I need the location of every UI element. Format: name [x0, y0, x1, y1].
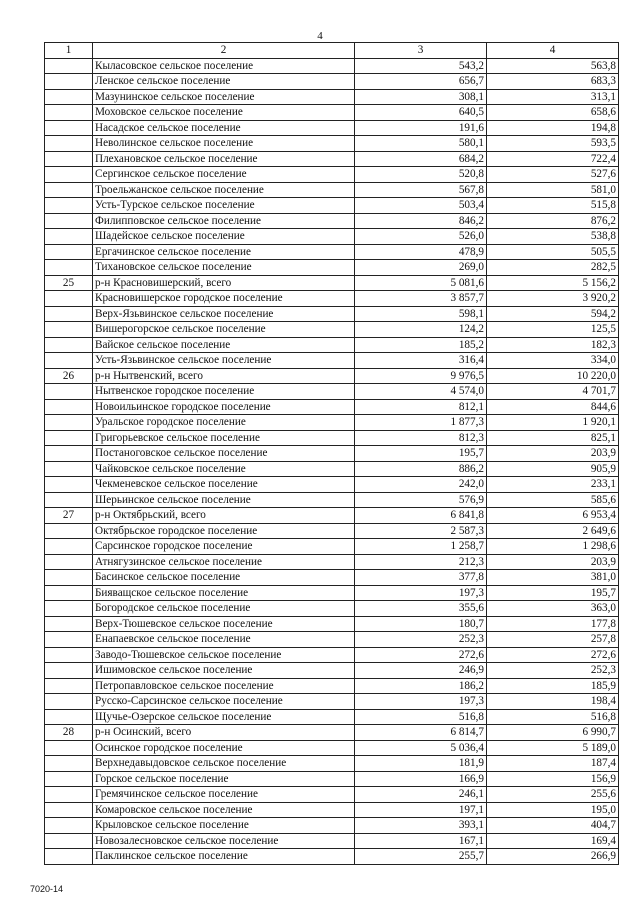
value-col4-cell: 844,6	[487, 399, 619, 415]
table-row	[45, 446, 619, 462]
municipality-name-cell: Бияващское сельское поселение	[93, 585, 355, 601]
row-number-cell	[45, 632, 93, 648]
value-col3-cell: 6 841,8	[355, 508, 487, 524]
value-col4-cell: 255,6	[487, 787, 619, 803]
row-number-cell: 26	[45, 368, 93, 384]
value-col4-cell: 195,0	[487, 802, 619, 818]
municipality-name-cell: Вайское сельское поселение	[93, 337, 355, 353]
value-col4-cell: 515,8	[487, 198, 619, 214]
row-number-cell	[45, 709, 93, 725]
table-row	[45, 306, 619, 322]
value-col4-cell: 1 920,1	[487, 415, 619, 431]
value-col3-cell: 478,9	[355, 244, 487, 260]
municipality-name-cell: Уральское городское поселение	[93, 415, 355, 431]
municipality-name-cell: Григорьевское сельское поселение	[93, 430, 355, 446]
value-col4-cell: 563,8	[487, 58, 619, 74]
row-number-cell	[45, 120, 93, 136]
row-number-cell: 28	[45, 725, 93, 741]
municipality-name-cell: Ишимовское сельское поселение	[93, 663, 355, 679]
row-number-cell	[45, 244, 93, 260]
row-number-cell	[45, 58, 93, 74]
value-col3-cell: 252,3	[355, 632, 487, 648]
municipality-name-cell: Сергинское сельское поселение	[93, 167, 355, 183]
municipality-name-cell: Заводо-Тюшевское сельское поселение	[93, 647, 355, 663]
table-row	[45, 694, 619, 710]
row-number-cell	[45, 399, 93, 415]
municipality-name-cell: Атнягузинское сельское поселение	[93, 554, 355, 570]
table-row	[45, 678, 619, 694]
row-number-cell	[45, 570, 93, 586]
value-col3-cell: 166,9	[355, 771, 487, 787]
table-row	[45, 337, 619, 353]
municipality-name-cell: р-н Осинский, всего	[93, 725, 355, 741]
table-row	[45, 415, 619, 431]
municipality-name-cell: Верх-Язьвинское сельское поселение	[93, 306, 355, 322]
municipality-name-cell: Сарсинское городское поселение	[93, 539, 355, 555]
municipality-name-cell: Енапаевское сельское поселение	[93, 632, 355, 648]
value-col4-cell: 257,8	[487, 632, 619, 648]
value-col4-cell: 404,7	[487, 818, 619, 834]
value-col3-cell: 5 081,6	[355, 275, 487, 291]
value-col3-cell: 242,0	[355, 477, 487, 493]
value-col4-cell: 185,9	[487, 678, 619, 694]
table-row	[45, 291, 619, 307]
table-row	[45, 554, 619, 570]
value-col4-cell: 1 298,6	[487, 539, 619, 555]
municipality-name-cell: Усть-Турское сельское поселение	[93, 198, 355, 214]
row-number-cell	[45, 74, 93, 90]
value-col3-cell: 180,7	[355, 616, 487, 632]
header-col-4: 4	[487, 43, 619, 59]
value-col4-cell: 156,9	[487, 771, 619, 787]
value-col4-cell: 252,3	[487, 663, 619, 679]
table-row	[45, 802, 619, 818]
value-col4-cell: 585,6	[487, 492, 619, 508]
row-number-cell	[45, 337, 93, 353]
value-col3-cell: 167,1	[355, 833, 487, 849]
row-number-cell	[45, 678, 93, 694]
value-col4-cell: 313,1	[487, 89, 619, 105]
table-row	[45, 725, 619, 741]
municipality-name-cell: Басинское сельское поселение	[93, 570, 355, 586]
value-col3-cell: 846,2	[355, 213, 487, 229]
value-col3-cell: 393,1	[355, 818, 487, 834]
municipality-name-cell: Крыловское сельское поселение	[93, 818, 355, 834]
value-col4-cell: 2 649,6	[487, 523, 619, 539]
row-number-cell	[45, 802, 93, 818]
value-col3-cell: 576,9	[355, 492, 487, 508]
table-row	[45, 523, 619, 539]
value-col4-cell: 233,1	[487, 477, 619, 493]
budget-table	[44, 42, 619, 865]
table-row	[45, 260, 619, 276]
table-row	[45, 477, 619, 493]
value-col4-cell: 722,4	[487, 151, 619, 167]
table-row	[45, 182, 619, 198]
table-row	[45, 384, 619, 400]
value-col3-cell: 812,3	[355, 430, 487, 446]
table-row	[45, 229, 619, 245]
municipality-name-cell: р-н Октябрьский, всего	[93, 508, 355, 524]
municipality-name-cell: Троельжанское сельское поселение	[93, 182, 355, 198]
table-row	[45, 756, 619, 772]
municipality-name-cell: Новозалесновское сельское поселение	[93, 833, 355, 849]
value-col3-cell: 543,2	[355, 58, 487, 74]
municipality-name-cell: Моховское сельское поселение	[93, 105, 355, 121]
value-col3-cell: 212,3	[355, 554, 487, 570]
row-number-cell	[45, 291, 93, 307]
value-col3-cell: 246,9	[355, 663, 487, 679]
table-row	[45, 430, 619, 446]
value-col3-cell: 2 587,3	[355, 523, 487, 539]
row-number-cell	[45, 694, 93, 710]
table-row	[45, 647, 619, 663]
value-col3-cell: 526,0	[355, 229, 487, 245]
municipality-name-cell: Комаровское сельское поселение	[93, 802, 355, 818]
value-col4-cell: 195,7	[487, 585, 619, 601]
value-col4-cell: 194,8	[487, 120, 619, 136]
municipality-name-cell: Ергачинское сельское поселение	[93, 244, 355, 260]
municipality-name-cell: Ленское сельское поселение	[93, 74, 355, 90]
row-number-cell	[45, 647, 93, 663]
value-col4-cell: 6 990,7	[487, 725, 619, 741]
municipality-name-cell: Кыласовское сельское поселение	[93, 58, 355, 74]
row-number-cell	[45, 229, 93, 245]
table-row	[45, 275, 619, 291]
row-number-cell	[45, 105, 93, 121]
value-col4-cell: 5 156,2	[487, 275, 619, 291]
row-number-cell	[45, 182, 93, 198]
row-number-cell	[45, 492, 93, 508]
value-col4-cell: 266,9	[487, 849, 619, 865]
row-number-cell	[45, 213, 93, 229]
value-col3-cell: 5 036,4	[355, 740, 487, 756]
municipality-name-cell: Постаноговское сельское поселение	[93, 446, 355, 462]
value-col3-cell: 255,7	[355, 849, 487, 865]
row-number-cell	[45, 601, 93, 617]
table-row	[45, 399, 619, 415]
table-row	[45, 244, 619, 260]
municipality-name-cell: Мазунинское сельское поселение	[93, 89, 355, 105]
municipality-name-cell: Красновишерское городское поселение	[93, 291, 355, 307]
table-body	[45, 58, 619, 864]
municipality-name-cell: Верх-Тюшевское сельское поселение	[93, 616, 355, 632]
value-col4-cell: 594,2	[487, 306, 619, 322]
value-col3-cell: 4 574,0	[355, 384, 487, 400]
row-number-cell	[45, 136, 93, 152]
value-col3-cell: 684,2	[355, 151, 487, 167]
table-row	[45, 570, 619, 586]
value-col3-cell: 316,4	[355, 353, 487, 369]
row-number-cell	[45, 849, 93, 865]
municipality-name-cell: Гремячинское сельское поселение	[93, 787, 355, 803]
value-col4-cell: 658,6	[487, 105, 619, 121]
value-col3-cell: 377,8	[355, 570, 487, 586]
row-number-cell	[45, 818, 93, 834]
municipality-name-cell: Вишерогорское сельское поселение	[93, 322, 355, 338]
value-col4-cell: 538,8	[487, 229, 619, 245]
row-number-cell	[45, 198, 93, 214]
table-row	[45, 740, 619, 756]
table-row	[45, 368, 619, 384]
row-number-cell	[45, 585, 93, 601]
header-col-3: 3	[355, 43, 487, 59]
value-col3-cell: 503,4	[355, 198, 487, 214]
table-row	[45, 151, 619, 167]
value-col3-cell: 186,2	[355, 678, 487, 694]
municipality-name-cell: Шадейское сельское поселение	[93, 229, 355, 245]
municipality-name-cell: р-н Красновишерский, всего	[93, 275, 355, 291]
header-col-2: 2	[93, 43, 355, 59]
value-col3-cell: 580,1	[355, 136, 487, 152]
table-row	[45, 213, 619, 229]
table-row	[45, 771, 619, 787]
table-row	[45, 461, 619, 477]
row-number-cell	[45, 523, 93, 539]
row-number-cell	[45, 771, 93, 787]
value-col4-cell: 527,6	[487, 167, 619, 183]
table-row	[45, 120, 619, 136]
value-col3-cell: 598,1	[355, 306, 487, 322]
header-col-1: 1	[45, 43, 93, 59]
row-number-cell	[45, 833, 93, 849]
value-col3-cell: 246,1	[355, 787, 487, 803]
page-number: 4	[317, 30, 323, 42]
value-col3-cell: 9 976,5	[355, 368, 487, 384]
value-col3-cell: 195,7	[355, 446, 487, 462]
value-col3-cell: 6 814,7	[355, 725, 487, 741]
table-row	[45, 353, 619, 369]
value-col4-cell: 187,4	[487, 756, 619, 772]
table-row	[45, 58, 619, 74]
row-number-cell	[45, 89, 93, 105]
municipality-name-cell: Неволинское сельское поселение	[93, 136, 355, 152]
table-row	[45, 492, 619, 508]
row-number-cell	[45, 756, 93, 772]
row-number-cell	[45, 260, 93, 276]
municipality-name-cell: Октябрьское городское поселение	[93, 523, 355, 539]
row-number-cell	[45, 430, 93, 446]
value-col3-cell: 191,6	[355, 120, 487, 136]
table-row	[45, 833, 619, 849]
value-col4-cell: 876,2	[487, 213, 619, 229]
row-number-cell: 27	[45, 508, 93, 524]
value-col4-cell: 5 189,0	[487, 740, 619, 756]
table-row	[45, 136, 619, 152]
table-row	[45, 105, 619, 121]
row-number-cell	[45, 616, 93, 632]
value-col3-cell: 197,1	[355, 802, 487, 818]
row-number-cell	[45, 384, 93, 400]
value-col4-cell: 381,0	[487, 570, 619, 586]
municipality-name-cell: Богородское сельское поселение	[93, 601, 355, 617]
value-col4-cell: 581,0	[487, 182, 619, 198]
row-number-cell	[45, 167, 93, 183]
value-col4-cell: 169,4	[487, 833, 619, 849]
table-row	[45, 198, 619, 214]
municipality-name-cell: Усть-Язьвинское сельское поселение	[93, 353, 355, 369]
table-row	[45, 322, 619, 338]
value-col4-cell: 182,3	[487, 337, 619, 353]
value-col3-cell: 124,2	[355, 322, 487, 338]
row-number-cell	[45, 663, 93, 679]
value-col4-cell: 203,9	[487, 446, 619, 462]
municipality-name-cell: Щучье-Озерское сельское поселение	[93, 709, 355, 725]
value-col3-cell: 185,2	[355, 337, 487, 353]
municipality-name-cell: Горское сельское поселение	[93, 771, 355, 787]
value-col3-cell: 269,0	[355, 260, 487, 276]
table-row	[45, 709, 619, 725]
table-row	[45, 89, 619, 105]
value-col3-cell: 520,8	[355, 167, 487, 183]
table-row	[45, 849, 619, 865]
value-col4-cell: 505,5	[487, 244, 619, 260]
table-row	[45, 585, 619, 601]
value-col4-cell: 905,9	[487, 461, 619, 477]
municipality-name-cell: Филипповское сельское поселение	[93, 213, 355, 229]
row-number-cell	[45, 554, 93, 570]
value-col3-cell: 197,3	[355, 585, 487, 601]
value-col4-cell: 363,0	[487, 601, 619, 617]
value-col3-cell: 640,5	[355, 105, 487, 121]
value-col4-cell: 825,1	[487, 430, 619, 446]
value-col3-cell: 1 258,7	[355, 539, 487, 555]
municipality-name-cell: Нытвенское городское поселение	[93, 384, 355, 400]
value-col4-cell: 334,0	[487, 353, 619, 369]
value-col3-cell: 272,6	[355, 647, 487, 663]
value-col3-cell: 355,6	[355, 601, 487, 617]
table-row	[45, 508, 619, 524]
row-number-cell	[45, 322, 93, 338]
value-col3-cell: 886,2	[355, 461, 487, 477]
value-col3-cell: 567,8	[355, 182, 487, 198]
municipality-name-cell: Насадское сельское поселение	[93, 120, 355, 136]
value-col4-cell: 282,5	[487, 260, 619, 276]
table-row	[45, 663, 619, 679]
municipality-name-cell: Паклинское сельское поселение	[93, 849, 355, 865]
row-number-cell	[45, 740, 93, 756]
municipality-name-cell: Новоильинское городское поселение	[93, 399, 355, 415]
municipality-name-cell: Петропавловское сельское поселение	[93, 678, 355, 694]
value-col3-cell: 656,7	[355, 74, 487, 90]
municipality-name-cell: Шерьинское сельское поселение	[93, 492, 355, 508]
municipality-name-cell: Тихановское сельское поселение	[93, 260, 355, 276]
value-col3-cell: 1 877,3	[355, 415, 487, 431]
row-number-cell: 25	[45, 275, 93, 291]
value-col3-cell: 181,9	[355, 756, 487, 772]
table-header-row	[45, 43, 619, 59]
municipality-name-cell: Плехановское сельское поселение	[93, 151, 355, 167]
row-number-cell	[45, 461, 93, 477]
table-row	[45, 74, 619, 90]
row-number-cell	[45, 353, 93, 369]
value-col4-cell: 10 220,0	[487, 368, 619, 384]
municipality-name-cell: Осинское городское поселение	[93, 740, 355, 756]
table-row	[45, 616, 619, 632]
table-row	[45, 601, 619, 617]
municipality-name-cell: р-н Нытвенский, всего	[93, 368, 355, 384]
municipality-name-cell: Русско-Сарсинское сельское поселение	[93, 694, 355, 710]
value-col4-cell: 272,6	[487, 647, 619, 663]
value-col4-cell: 593,5	[487, 136, 619, 152]
row-number-cell	[45, 539, 93, 555]
row-number-cell	[45, 151, 93, 167]
footer-code: 7020-14	[30, 884, 64, 894]
row-number-cell	[45, 446, 93, 462]
table-row	[45, 632, 619, 648]
value-col4-cell: 125,5	[487, 322, 619, 338]
row-number-cell	[45, 415, 93, 431]
value-col3-cell: 197,3	[355, 694, 487, 710]
table-row	[45, 787, 619, 803]
row-number-cell	[45, 787, 93, 803]
row-number-cell	[45, 477, 93, 493]
row-number-cell	[45, 306, 93, 322]
value-col3-cell: 516,8	[355, 709, 487, 725]
table-row	[45, 539, 619, 555]
table-row	[45, 818, 619, 834]
municipality-name-cell: Чайковское сельское поселение	[93, 461, 355, 477]
value-col4-cell: 4 701,7	[487, 384, 619, 400]
value-col4-cell: 516,8	[487, 709, 619, 725]
value-col4-cell: 198,4	[487, 694, 619, 710]
value-col4-cell: 177,8	[487, 616, 619, 632]
value-col4-cell: 3 920,2	[487, 291, 619, 307]
value-col3-cell: 812,1	[355, 399, 487, 415]
value-col4-cell: 683,3	[487, 74, 619, 90]
value-col3-cell: 3 857,7	[355, 291, 487, 307]
value-col3-cell: 308,1	[355, 89, 487, 105]
table-row	[45, 167, 619, 183]
municipality-name-cell: Верхнедавыдовское сельское поселение	[93, 756, 355, 772]
municipality-name-cell: Чекменевское сельское поселение	[93, 477, 355, 493]
value-col4-cell: 6 953,4	[487, 508, 619, 524]
value-col4-cell: 203,9	[487, 554, 619, 570]
